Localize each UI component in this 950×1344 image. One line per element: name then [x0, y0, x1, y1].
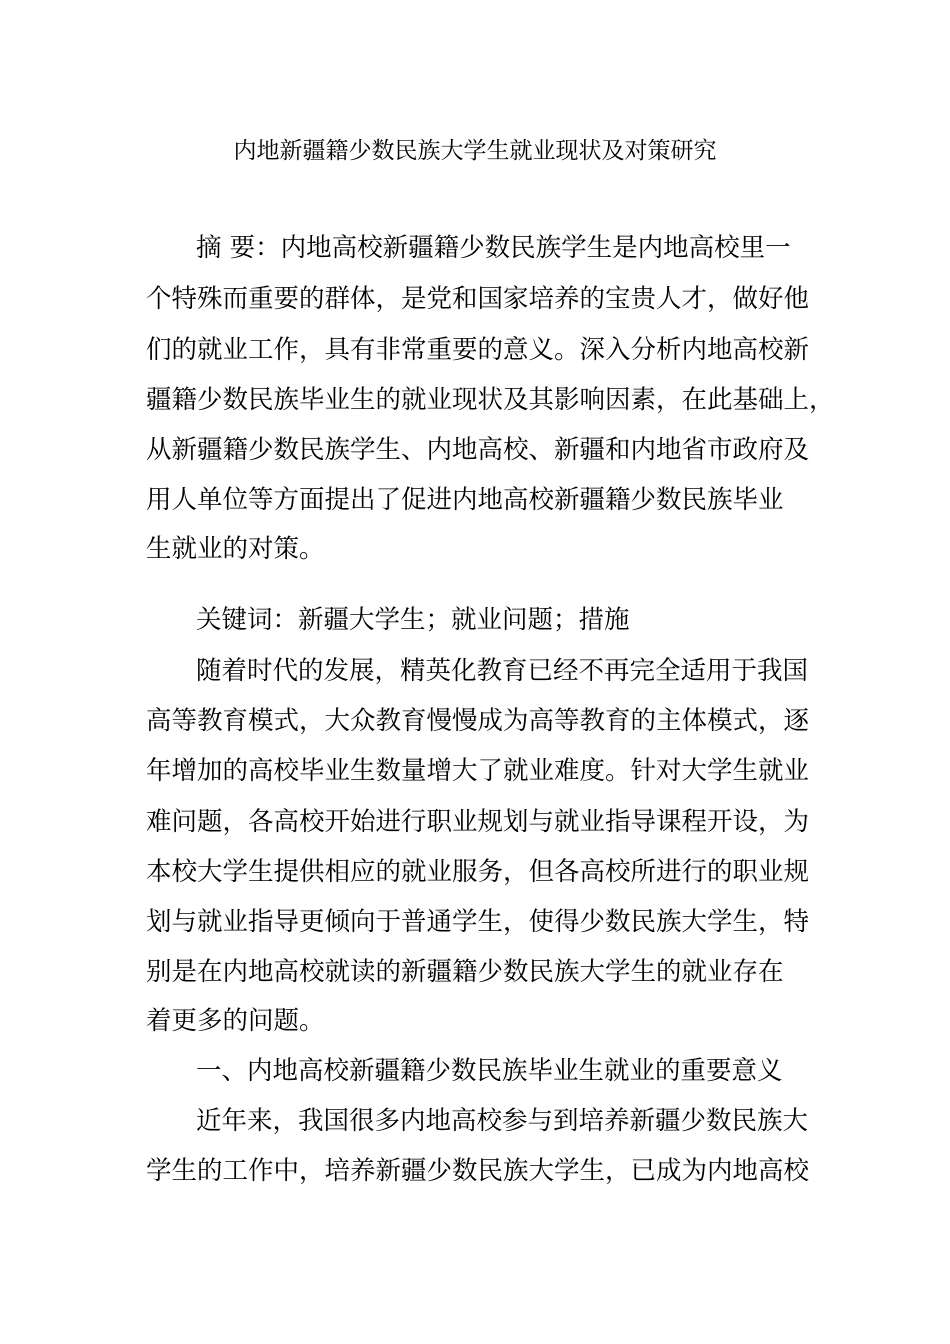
intro-line: 年增加的高校毕业生数量增大了就业难度。针对大学生就业 [146, 756, 810, 786]
intro-line: 划与就业指导更倾向于普通学生，使得少数民族大学生，特 [146, 907, 810, 937]
abstract-line: 生就业的对策。 [146, 534, 325, 564]
section-heading: 一、内地高校新疆籍少数民族毕业生就业的重要意义 [196, 1056, 783, 1086]
intro-line: 高等教育模式，大众教育慢慢成为高等教育的主体模式，逐 [146, 706, 810, 736]
intro-line: 别是在内地高校就读的新疆籍少数民族大学生的就业存在 [146, 957, 784, 987]
intro-line: 着更多的问题。 [146, 1006, 325, 1036]
abstract-line: 个特殊而重要的群体，是党和国家培养的宝贵人才，做好他 [146, 284, 810, 314]
abstract-line: 从新疆籍少数民族学生、内地高校、新疆和内地省市政府及 [146, 435, 810, 465]
abstract-line: 用人单位等方面提出了促进内地高校新疆籍少数民族毕业 [146, 485, 784, 515]
intro-line: 本校大学生提供相应的就业服务，但各高校所进行的职业规 [146, 857, 810, 887]
keywords: 关键词：新疆大学生；就业问题；措施 [196, 605, 630, 635]
intro-line: 难问题，各高校开始进行职业规划与就业指导课程开设，为 [146, 807, 810, 837]
intro-line: 随着时代的发展，精英化教育已经不再完全适用于我国 [196, 656, 809, 686]
abstract-line: 摘 要：内地高校新疆籍少数民族学生是内地高校里一 [196, 233, 791, 263]
abstract-line: 们的就业工作，具有非常重要的意义。深入分析内地高校新 [146, 335, 810, 365]
paper-title: 内地新疆籍少数民族大学生就业现状及对策研究 [233, 138, 717, 164]
abstract-line: 疆籍少数民族毕业生的就业现状及其影响因素，在此基础上， [146, 385, 835, 415]
section-line: 近年来，我国很多内地高校参与到培养新疆少数民族大 [196, 1106, 809, 1136]
section-line: 学生的工作中，培养新疆少数民族大学生，已成为内地高校 [146, 1156, 810, 1186]
